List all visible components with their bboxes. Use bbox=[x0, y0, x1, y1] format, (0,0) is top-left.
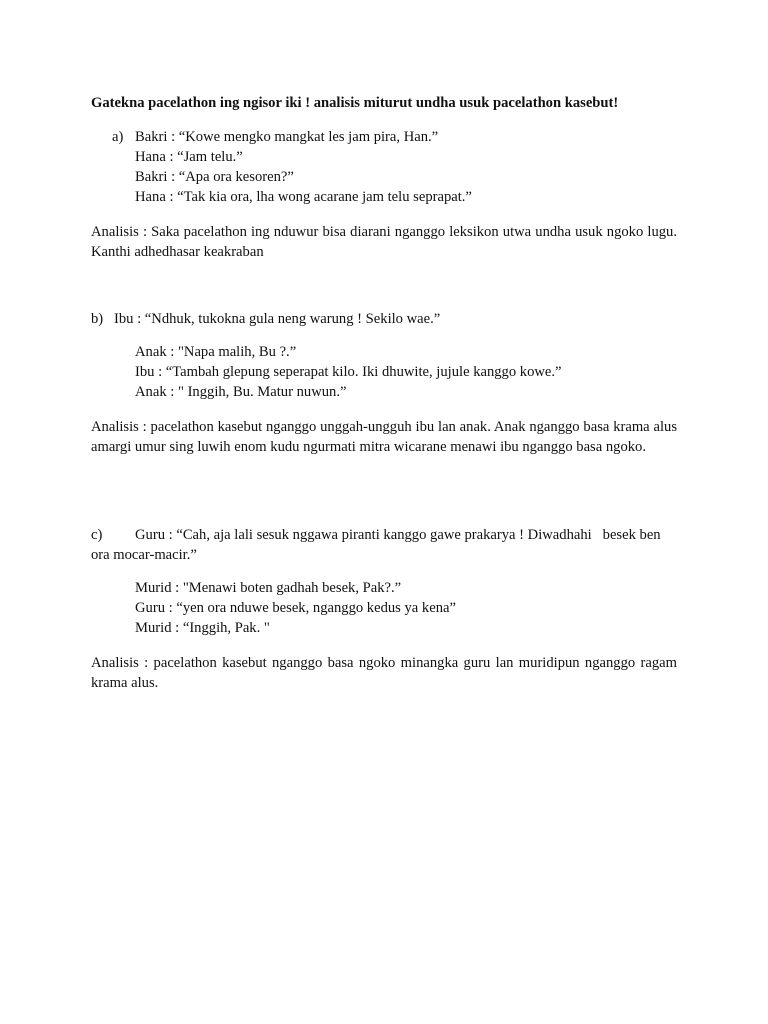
section-c-label: c) bbox=[91, 527, 103, 543]
dialogue-line: Guru : “yen ora nduwe besek, nganggo kedus ya kena” bbox=[135, 600, 456, 616]
dialogue-line: Murid : "Menawi boten gadhah besek, Pak?.” bbox=[135, 580, 402, 596]
dialogue-line: Hana : “Tak kia ora, lha wong acarane jam telu seprapat.” bbox=[135, 189, 472, 205]
dialogue-line: Bakri : “Kowe mengko mangkat les jam pira, Han.” bbox=[135, 129, 439, 145]
dialogue-intro: Ibu : “Ndhuk, tukokna gula neng warung ! Sekilo wae.” bbox=[114, 311, 441, 327]
dialogue-intro-continuation: ora mocar-macir.” bbox=[91, 547, 197, 563]
analysis-c: Analisis : pacelathon kasebut nganggo basa ngoko minangka guru lan muridipun nganggo ragam krama alus. bbox=[91, 655, 677, 691]
section-b-label: b) bbox=[91, 311, 104, 327]
dialogue-line: Anak : " Inggih, Bu. Matur nuwun.” bbox=[135, 384, 347, 400]
analysis-a: Analisis : Saka pacelathon ing nduwur bisa diarani nganggo leksikon utwa undha usuk ngoko lugu. Kanthi adhedhasar keakraban bbox=[91, 224, 677, 260]
dialogue-line: Ibu : “Tambah glepung seperapat kilo. Iki dhuwite, jujule kanggo kowe.” bbox=[135, 364, 562, 380]
dialogue-line: Bakri : “Apa ora kesoren?” bbox=[135, 169, 294, 185]
page-heading: Gatekna pacelathon ing ngisor iki ! analisis miturut undha usuk pacelathon kasebut! bbox=[91, 95, 619, 111]
dialogue-line: Hana : “Jam telu.” bbox=[135, 149, 243, 165]
dialogue-line: Murid : “Inggih, Pak. " bbox=[135, 620, 270, 636]
analysis-b: Analisis : pacelathon kasebut nganggo unggah-ungguh ibu lan anak. Anak nganggo basa krama alus amargi umur sing luwih enom kudu ngurmati mitra wicarane menawi ibu nganggo basa ngoko. bbox=[91, 419, 677, 455]
dialogue-line: Anak : "Napa malih, Bu ?.” bbox=[135, 344, 297, 360]
section-a-label: a) bbox=[112, 129, 124, 145]
dialogue-intro: Guru : “Cah, aja lali sesuk nggawa piranti kanggo gawe prakarya ! Diwadhahi besek ben bbox=[135, 527, 661, 543]
